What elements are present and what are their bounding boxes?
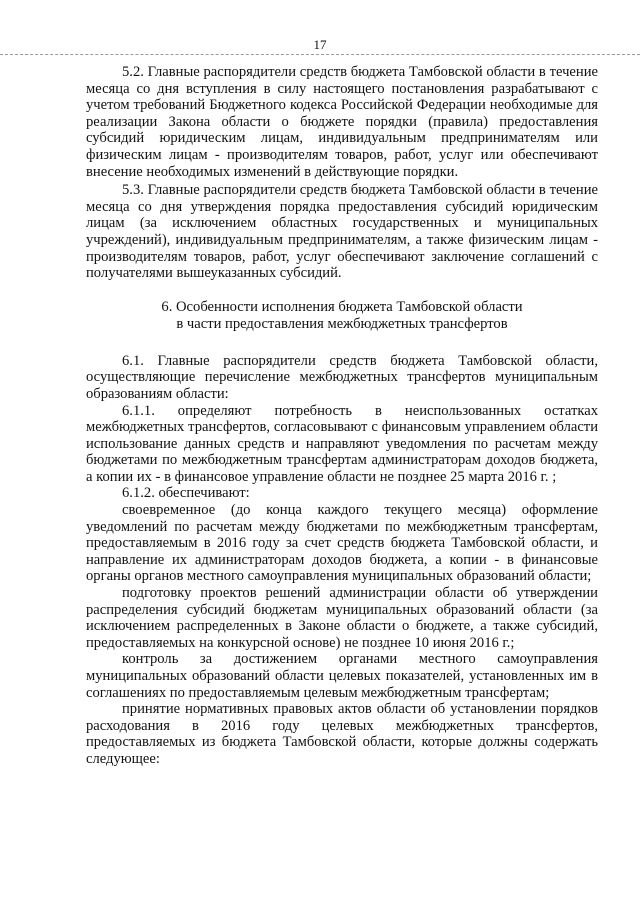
paragraph-6-1-1: 6.1.1. определяют потребность в неиспользованных остатках межбюджетных трансфертов, согласовывают с финансовым управлением области использование данных средств и направляют уведомления по расчетам между бюджетами по межбюджетным трансфертам администраторам доходов бюджета, а копии их - в финансовое управление области не позднее 25 марта 2016 г. ;	[86, 402, 598, 485]
paragraph-timely-notices: своевременное (до конца каждого текущего месяца) оформление уведомлений по расчетам между бюджетами по межбюджетным трансфертам, предоставляемым в 2016 году за счет средств бюджета Тамбовской области, и направление их администраторам доходов бюджета, а копии - в финансовые органы органов местного самоуправления муниципальных образований области;	[86, 502, 598, 585]
paragraph-5-3: 5.3. Главные распорядители средств бюджета Тамбовской области в течение месяца со дня утверждения порядка предоставления субсидий юридическим лицам (за исключением областных государственных и муниципальных учреждений), индивидуальным предпринимателям, а также физическим лицам - производителям товаров, работ, услуг обеспечивают заключение соглашений с получателями вышеуказанных субсидий.	[86, 182, 598, 282]
paragraph-draft-decisions: подготовку проектов решений администрации области об утверждении распределения субсидий бюджетам муниципальных образований области (за исключением распределенных в Законе области о бюджете, а также субсидий, предоставляемых на конкурсной основе) не позднее 10 июня 2016 г.;	[86, 585, 598, 651]
paragraph-5-2: 5.2. Главные распорядители средств бюджета Тамбовской области в течение месяца со дня вступления в силу настоящего постановления разрабатывают с учетом требований Бюджетного кодекса Российской Федерации необходимые для реализации Закона области о бюджете порядки (правила) предоставления субсидий юридическим лицам, индивидуальным предпринимателям или физическим лицам - производителям товаров, работ, услуг или обеспечивают внесение необходимых изменений в действующие порядки.	[86, 64, 598, 180]
paragraph-6-1-2: 6.1.2. обеспечивают:	[122, 485, 250, 502]
section-heading-line-2: в части предоставления межбюджетных трансфертов	[176, 315, 508, 332]
page-number: 17	[313, 37, 327, 52]
document-body	[86, 64, 598, 768]
header-divider	[0, 54, 640, 55]
paragraph-control: контроль за достижением органами местного самоуправления муниципальных образований области целевых показателей, установленных им в соглашениях по предоставляемым целевым межбюджетным трансфертам;	[86, 651, 598, 701]
section-heading-line-1: 6. Особенности исполнения бюджета Тамбовской области	[161, 298, 523, 315]
paragraph-regulations: принятие нормативных правовых актов области об установлении порядков расходования в 2016 году целевых межбюджетных трансфертов, предоставляемых из бюджета Тамбовской области, которые должны содержать следующее:	[86, 701, 598, 767]
paragraph-6-1: 6.1. Главные распорядители средств бюджета Тамбовской области, осуществляющие перечисление межбюджетных трансфертов муниципальным образованиям области:	[86, 352, 598, 402]
section-heading	[86, 299, 598, 333]
